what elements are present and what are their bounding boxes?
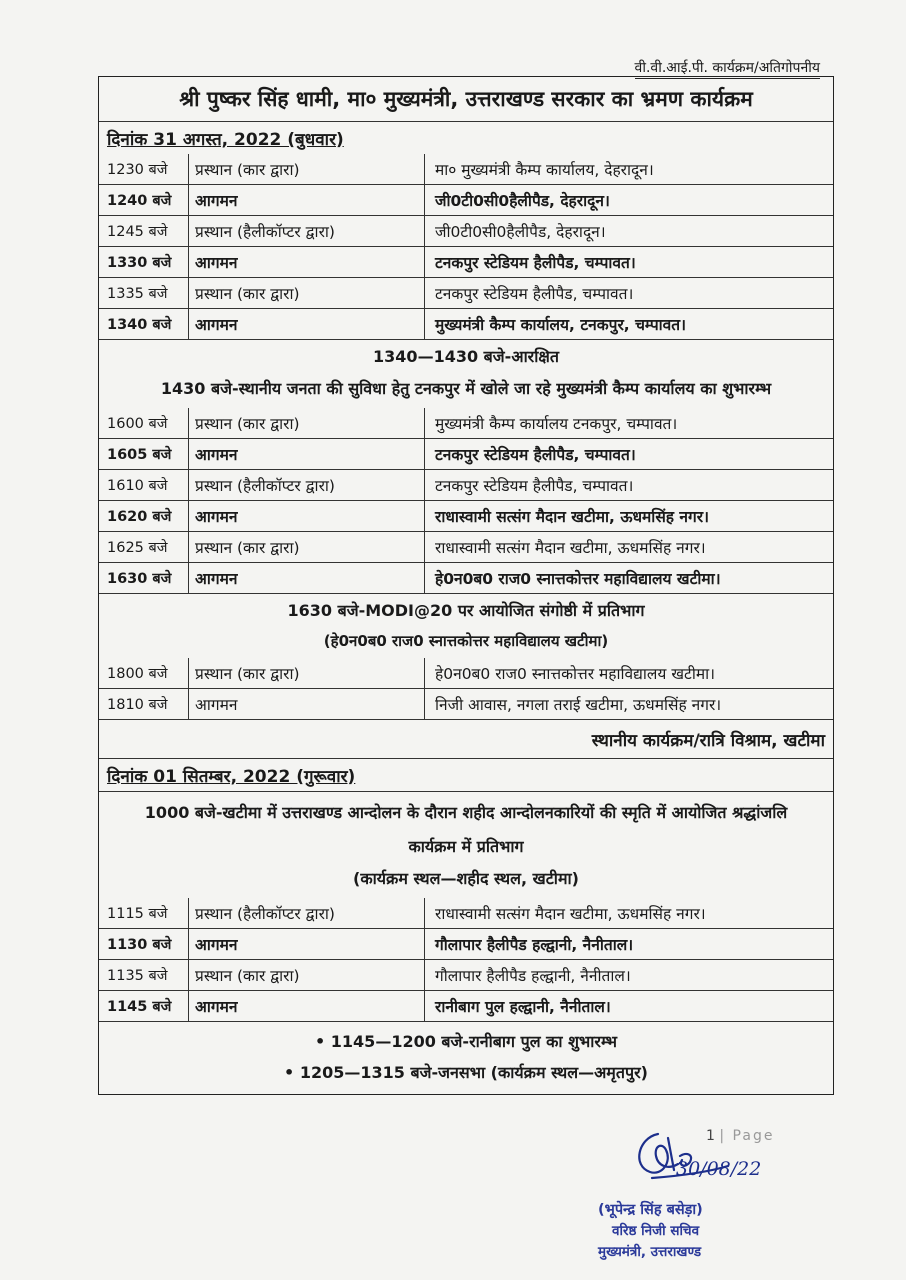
schedule-place: राधास्वामी सत्संग मैदान खटीमा, ऊधमसिंह नगर। (435, 539, 706, 557)
schedule-action: आगमन (189, 563, 425, 593)
date-heading-day2 (99, 758, 833, 791)
inauguration-line: 1430 बजे-स्थानीय जनता की सुविधा हेतु टनकपुर में खोले जा रहे मुख्यमंत्री कैम्प कार्यालय का शुभारम्भ (160, 379, 772, 398)
schedule-place: राधास्वामी सत्संग मैदान खटीमा, ऊधमसिंह नगर। (435, 508, 709, 526)
schedule-action: प्रस्थान (कार द्वारा) (189, 408, 425, 438)
day2-bullets (99, 1021, 833, 1094)
schedule-place: टनकपुर स्टेडियम हैलीपैड, चम्पावत। (435, 254, 636, 272)
schedule-row (99, 184, 833, 215)
schedule-action: आगमन (189, 689, 425, 719)
schedule-place: राधास्वामी सत्संग मैदान खटीमा, ऊधमसिंह नगर। (435, 905, 706, 923)
bullet-item: • 1205—1315 बजे-जनसभा (कार्यक्रम स्थल—अमृतपुर) (284, 1063, 648, 1082)
schedule-time: 1810 बजे (99, 689, 189, 719)
bullet-item: • 1145—1200 बजे-रानीबाग पुल का शुभारम्भ (314, 1032, 618, 1051)
schedule-time: 1330 बजे (99, 247, 189, 277)
schedule-row (99, 898, 833, 928)
schedule-row (99, 438, 833, 469)
schedule-action: आगमन (189, 439, 425, 469)
schedule-row (99, 990, 833, 1021)
schedule-action: प्रस्थान (कार द्वारा) (189, 154, 425, 184)
date-heading-text: दिनांक 31 अगस्त, 2022 (बुधवार) (107, 129, 344, 150)
night-stay: स्थानीय कार्यक्रम/रात्रि विश्राम, खटीमा (99, 719, 833, 758)
schedule-action: प्रस्थान (हैलीकॉप्टर द्वारा) (189, 470, 425, 500)
date-heading-day1 (99, 121, 833, 154)
page-word: Page (732, 1128, 775, 1144)
schedule-time: 1335 बजे (99, 278, 189, 308)
schedule-action: आगमन (189, 991, 425, 1021)
schedule-place: मा० मुख्यमंत्री कैम्प कार्यालय, देहरादून। (435, 161, 654, 179)
schedule-action: प्रस्थान (कार द्वारा) (189, 960, 425, 990)
page-number-value: 1 (706, 1128, 715, 1144)
schedule-action: आगमन (189, 185, 425, 215)
schedule-place: हे0न0ब0 राज0 स्नात्तकोत्तर महाविद्यालय खटीमा। (435, 570, 721, 588)
schedule-action: प्रस्थान (हैलीकॉप्टर द्वारा) (189, 216, 425, 246)
schedule-row (99, 928, 833, 959)
schedule-time: 1245 बजे (99, 216, 189, 246)
schedule-row (99, 959, 833, 990)
schedule-time: 1620 बजे (99, 501, 189, 531)
schedule-action: प्रस्थान (कार द्वारा) (189, 658, 425, 688)
day1-rows-a (99, 154, 833, 339)
schedule-place: निजी आवास, नगला तराई खटीमा, ऊधमसिंह नगर। (435, 696, 722, 714)
schedule-time: 1800 बजे (99, 658, 189, 688)
schedule-action: आगमन (189, 929, 425, 959)
schedule-place: टनकपुर स्टेडियम हैलीपैड, चम्पावत। (435, 477, 634, 495)
official-stamp (598, 1200, 703, 1263)
day2-rows (99, 898, 833, 1021)
schedule-action: आगमन (189, 501, 425, 531)
schedule-action: प्रस्थान (हैलीकॉप्टर द्वारा) (189, 898, 425, 928)
schedule-place: हे0न0ब0 राज0 स्नात्तकोत्तर महाविद्यालय खटीमा। (435, 665, 715, 683)
tribute-venue: (कार्यक्रम स्थल—शहीद स्थल, खटीमा) (353, 869, 579, 888)
schedule-row (99, 215, 833, 246)
schedule-place: गौलापार हैलीपैड हल्द्वानी, नैनीताल। (435, 936, 634, 954)
schedule-time: 1230 बजे (99, 154, 189, 184)
schedule-time: 1130 बजे (99, 929, 189, 959)
stamp-name: (भूपेन्द्र सिंह बसेड़ा) (598, 1202, 703, 1218)
classification-note: वी.वी.आई.पी. कार्यक्रम/अतिगोपनीय (635, 58, 820, 79)
schedule-action: आगमन (189, 247, 425, 277)
schedule-time: 1605 बजे (99, 439, 189, 469)
schedule-place: गौलापार हैलीपैड हल्द्वानी, नैनीताल। (435, 967, 631, 985)
schedule-action: प्रस्थान (कार द्वारा) (189, 278, 425, 308)
schedule-place: रानीबाग पुल हल्द्वानी, नैनीताल। (435, 998, 611, 1016)
schedule-time: 1610 बजे (99, 470, 189, 500)
schedule-time: 1600 बजे (99, 408, 189, 438)
reserved-block (99, 339, 833, 408)
schedule-time: 1340 बजे (99, 309, 189, 339)
schedule-time: 1630 बजे (99, 563, 189, 593)
schedule-place: मुख्यमंत्री कैम्प कार्यालय, टनकपुर, चम्पावत। (435, 316, 686, 334)
seminar-line: 1630 बजे-MODI@20 पर आयोजित संगोष्ठी में प्रतिभाग (287, 601, 645, 620)
stamp-office: मुख्यमंत्री, उत्तराखण्ड (598, 1244, 702, 1260)
seminar-venue: (हे0न0ब0 राज0 स्नात्तकोत्तर महाविद्यालय खटीमा) (323, 632, 609, 650)
schedule-row (99, 531, 833, 562)
schedule-place: मुख्यमंत्री कैम्प कार्यालय टनकपुर, चम्पावत। (435, 415, 678, 433)
document-title: श्री पुष्कर सिंह धामी, मा० मुख्यमंत्री, उत्तराखण्ड सरकार का भ्रमण कार्यक्रम (179, 87, 753, 111)
day1-rows-b (99, 408, 833, 593)
schedule-time: 1135 बजे (99, 960, 189, 990)
stamp-designation: वरिष्ठ निजी सचिव (612, 1223, 700, 1239)
schedule-time: 1240 बजे (99, 185, 189, 215)
schedule-row (99, 658, 833, 688)
signature-date: 30/08/22 (676, 1158, 762, 1180)
schedule-row (99, 562, 833, 593)
page-number: 1 | Page (706, 1128, 775, 1144)
schedule-row (99, 277, 833, 308)
schedule-place: जी0टी0सी0हैलीपैड, देहरादून। (435, 223, 606, 241)
schedule-row (99, 154, 833, 184)
schedule-row (99, 469, 833, 500)
schedule-place: जी0टी0सी0हैलीपैड, देहरादून। (435, 192, 610, 210)
day1-rows-c (99, 658, 833, 719)
schedule-action: प्रस्थान (कार द्वारा) (189, 532, 425, 562)
schedule-row (99, 688, 833, 719)
reserved-line: 1340—1430 बजे-आरक्षित (373, 347, 559, 366)
tribute-block (99, 791, 833, 898)
date-heading-text: दिनांक 01 सितम्बर, 2022 (गुरूवार) (107, 766, 356, 787)
schedule-time: 1115 बजे (99, 898, 189, 928)
seminar-block (99, 593, 833, 658)
schedule-place: टनकपुर स्टेडियम हैलीपैड, चम्पावत। (435, 285, 634, 303)
schedule-place: टनकपुर स्टेडियम हैलीपैड, चम्पावत। (435, 446, 636, 464)
schedule-action: आगमन (189, 309, 425, 339)
schedule-time: 1625 बजे (99, 532, 189, 562)
schedule-row (99, 500, 833, 531)
schedule-table (98, 76, 834, 1095)
schedule-row (99, 408, 833, 438)
schedule-row (99, 246, 833, 277)
schedule-row (99, 308, 833, 339)
schedule-time: 1145 बजे (99, 991, 189, 1021)
tribute-line: 1000 बजे-खटीमा में उत्तराखण्ड आन्दोलन के दौरान शहीद आन्दोलनकारियों की स्मृति में आयोजित श्रद्धांजलि कार्यक्रम में प्रतिभाग (144, 803, 788, 856)
